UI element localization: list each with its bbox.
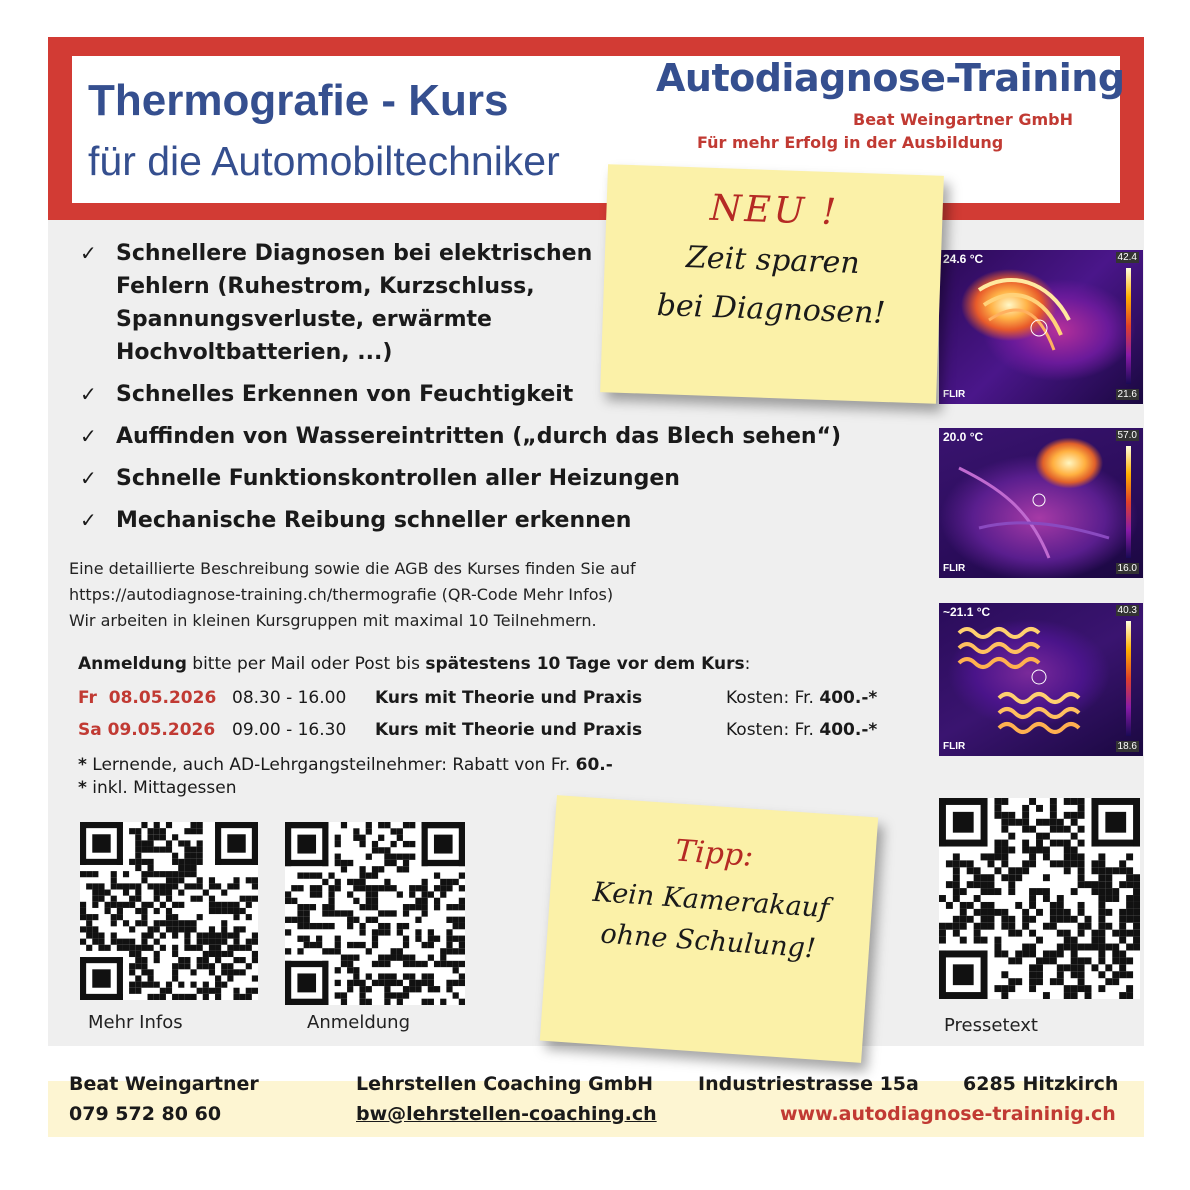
qr-code-icon	[285, 822, 465, 1005]
qr-label-press: Pressetext	[944, 1015, 1038, 1036]
thermal-image-interior: 20.0 °C 57.0 16.0 FLIR	[939, 428, 1143, 578]
feature-item: ✓ Mechanische Reibung schneller erkennen	[80, 504, 880, 537]
feature-item: ✓ Schnellere Diagnosen bei elektrischen Fehlern (Ruhestrom, Kurzschluss, Spannungsverluste, erwärmte Hochvoltbatterien, ...)	[80, 237, 620, 369]
discount-note: * Lernende, auch AD-Lehrgangsteilnehmer: Rabatt von Fr. 60.-	[78, 755, 613, 775]
feature-item: ✓ Auffinden von Wassereintritten („durch das Blech sehen“)	[80, 420, 880, 453]
thermal-overlay	[939, 428, 1143, 578]
brand-slogan: Für mehr Erfolg in der Ausbildung	[697, 133, 1004, 152]
course-kind: Kurs mit Theorie und Praxis	[375, 720, 643, 740]
footer-street: Industriestrasse 15a	[698, 1073, 919, 1095]
course-day: Fr 08.05.2026	[78, 688, 217, 708]
course-cost: Kosten: Fr. 400.-*	[726, 720, 878, 740]
qr-code-press[interactable]	[939, 798, 1140, 999]
course-kind: Kurs mit Theorie und Praxis	[375, 688, 643, 708]
qr-code-registration[interactable]	[285, 822, 465, 1005]
brand-company: Beat Weingartner GmbH	[853, 110, 1074, 129]
footer-phone[interactable]: 079 572 80 60	[69, 1103, 222, 1125]
qr-label-registration: Anmeldung	[307, 1012, 410, 1033]
feature-item: ✓ Schnelle Funktionskontrollen aller Heizungen	[80, 462, 880, 495]
qr-label-info: Mehr Infos	[88, 1012, 183, 1033]
sticky-note-tip: Tipp: Kein Kamerakauf ohne Schulung!	[540, 795, 878, 1063]
course-url[interactable]: https://autodiagnose-training.ch/thermografie (QR-Code Mehr Infos)	[69, 585, 614, 604]
course-cost: Kosten: Fr. 400.-*	[726, 688, 878, 708]
check-icon: ✓	[80, 508, 97, 532]
footer-email-link[interactable]: bw@lehrstellen-coaching.ch	[356, 1103, 657, 1125]
course-time: 09.00 - 16.30	[232, 720, 347, 740]
footer-name: Beat Weingartner	[69, 1073, 259, 1095]
qr-code-info[interactable]	[80, 822, 258, 1000]
course-day: Sa 09.05.2026	[78, 720, 216, 740]
flir-logo: FLIR	[943, 741, 966, 752]
course-description: Eine detaillierte Beschreibung sowie die AGB des Kurses finden Sie auf https://autodiagnose-training.ch/thermografie (QR-Code Mehr Infos) Wir arbeiten in kleinen Kursgruppen mit maximal 10 Teilnehmern.	[69, 559, 636, 630]
brand-logo: Autodiagnose-Training	[656, 56, 1125, 100]
thermal-scale	[1126, 621, 1131, 736]
thermal-image-battery: 24.6 °C 42.4 21.6 FLIR	[939, 250, 1143, 404]
thermal-image-seat-heating: ~21.1 °C 40.3 18.6 FLIR	[939, 603, 1143, 756]
check-icon: ✓	[80, 241, 97, 265]
qr-code-icon	[80, 822, 258, 1000]
footer-city: 6285 Hitzkirch	[963, 1073, 1119, 1095]
footer-website-link[interactable]: www.autodiagnose-traininig.ch	[780, 1103, 1116, 1125]
page-title: Thermografie - Kurs	[88, 76, 509, 125]
flir-logo: FLIR	[943, 563, 966, 574]
flir-logo: FLIR	[943, 389, 966, 400]
course-time: 08.30 - 16.00	[232, 688, 347, 708]
footer-company: Lehrstellen Coaching GmbH	[356, 1073, 653, 1095]
thermal-overlay	[939, 603, 1143, 756]
check-icon: ✓	[80, 382, 97, 406]
qr-code-icon	[939, 798, 1140, 999]
check-icon: ✓	[80, 466, 97, 490]
thermal-overlay	[939, 250, 1143, 404]
check-icon: ✓	[80, 424, 97, 448]
sticky-note-new: NEU ! Zeit sparen bei Diagnosen!	[600, 164, 944, 404]
thermal-scale	[1126, 268, 1131, 384]
page-subtitle: für die Automobiltechniker	[88, 138, 560, 184]
lunch-note: * inkl. Mittagessen	[78, 778, 237, 798]
registration-intro: Anmeldung bitte per Mail oder Post bis spätestens 10 Tage vor dem Kurs:	[78, 654, 751, 674]
thermal-scale	[1126, 446, 1131, 558]
feature-item: ✓ Schnelles Erkennen von Feuchtigkeit	[80, 378, 880, 411]
